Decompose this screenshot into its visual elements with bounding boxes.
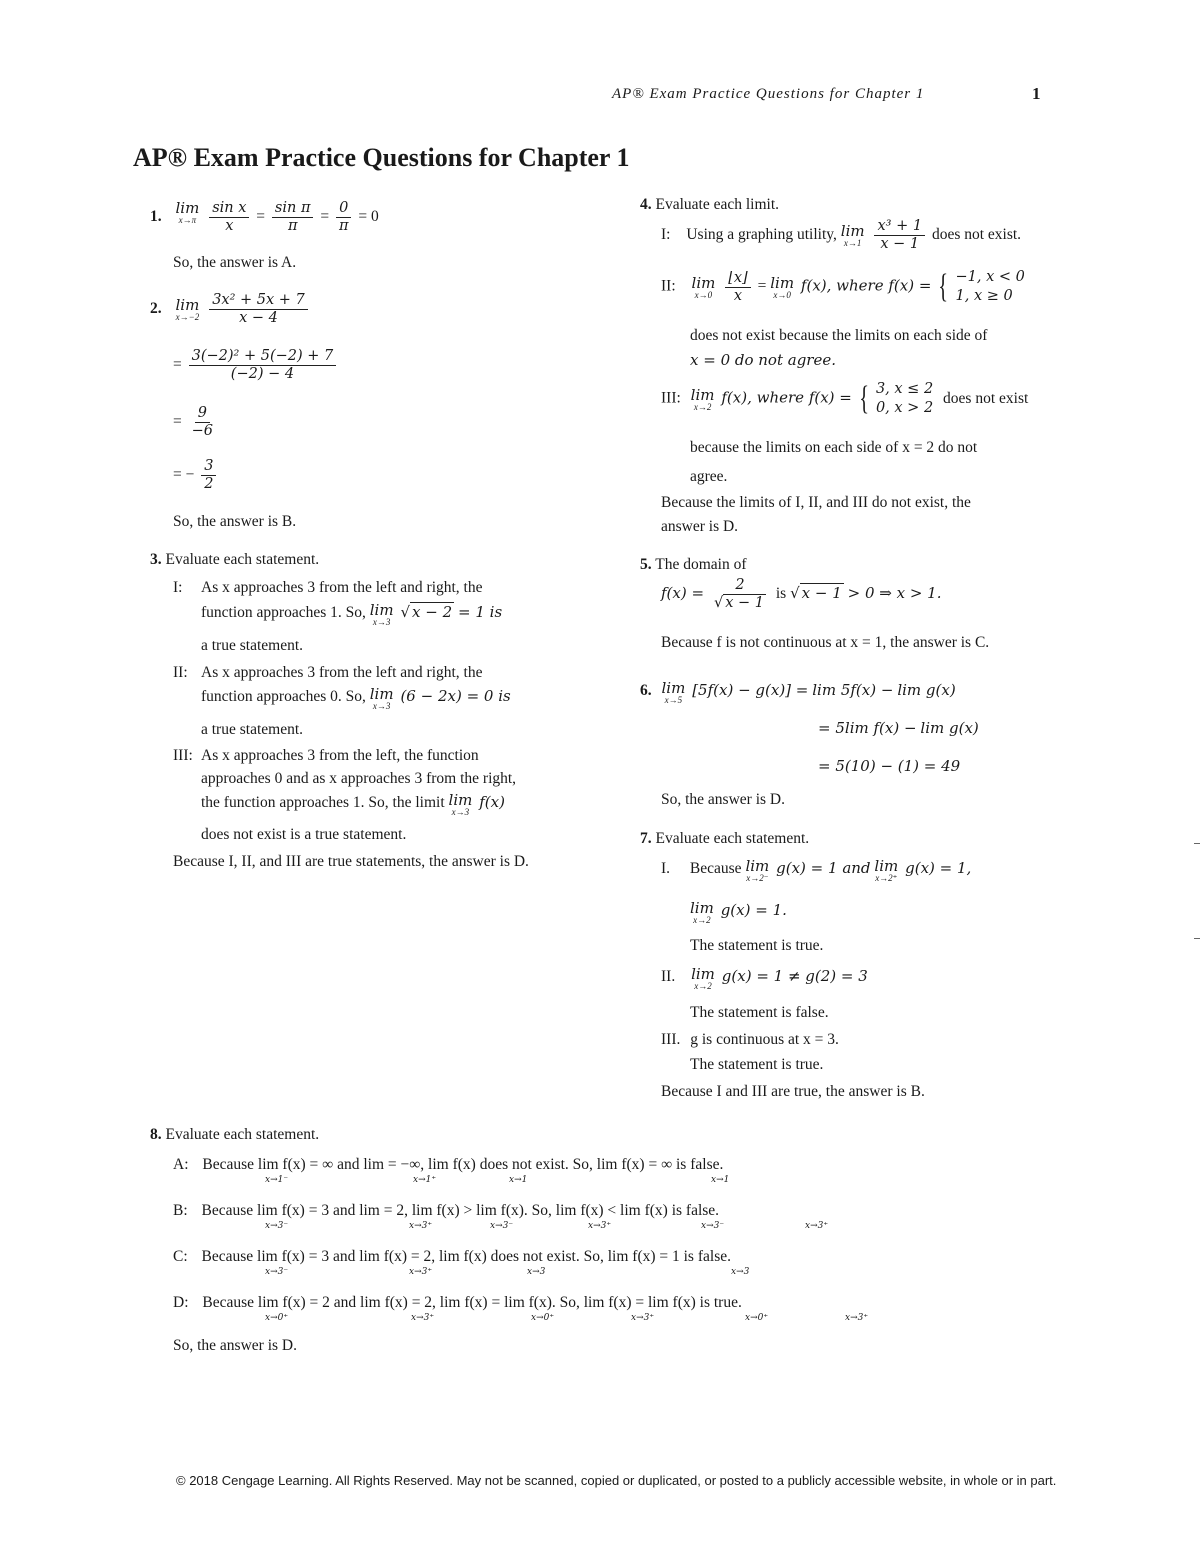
page-title: AP® Exam Practice Questions for Chapter 1: [133, 143, 630, 172]
expr: lim g(x): [897, 681, 956, 699]
text: function approaches 0. So,: [201, 688, 366, 705]
q4-iii: [661, 380, 1028, 418]
label: I:: [661, 226, 671, 244]
lim-label: lim: [691, 273, 716, 292]
case-2: 0, x > 2: [875, 400, 934, 416]
q3-iii-line2: approaches 0 and as x approaches 3 from the right,: [201, 770, 517, 787]
q3-iii-line4: does not exist is a true statement.: [201, 826, 407, 843]
question-number: 6.: [640, 682, 652, 699]
lim-sub: x→0⁺: [265, 1313, 289, 1323]
left-brace: {: [938, 268, 949, 305]
label: C:: [173, 1248, 188, 1265]
lim-sub: x→0: [773, 289, 791, 300]
q6-step-2: [818, 718, 979, 739]
q3-ii-line2: [201, 686, 511, 711]
lim-sub: x→π: [178, 215, 197, 225]
q3-iii-label: III:: [173, 747, 193, 764]
q4-ii-line3: x = 0 do not agree.: [690, 351, 837, 369]
expr: g(x) = 1.: [720, 901, 787, 919]
fraction-den: x: [225, 218, 234, 234]
label: D:: [173, 1294, 189, 1311]
equals: =: [757, 277, 767, 295]
scan-mark: [1194, 938, 1200, 939]
fraction-num: 3x² + 5x + 7: [209, 292, 308, 310]
fraction-den: x − 1: [725, 595, 764, 611]
fraction-num: 3: [201, 458, 216, 476]
lim-label: lim: [745, 857, 770, 875]
question-number: 5.: [640, 556, 652, 573]
text: is: [775, 585, 787, 603]
lim-sub: x→0⁺: [531, 1313, 555, 1323]
equals: =: [320, 208, 330, 226]
page-number: 1: [1032, 84, 1041, 103]
case-2: 1, x ≥ 0: [955, 288, 1013, 304]
q8-a: [173, 1155, 723, 1175]
lim-label: lim: [369, 601, 394, 619]
expr: lim f(x) −: [844, 719, 917, 737]
question-5-intro: [640, 555, 747, 575]
lim-sub: x→3⁺: [845, 1313, 869, 1323]
case-1: −1, x < 0: [955, 269, 1025, 285]
intro-text: The domain of: [655, 556, 747, 573]
fraction-den: π: [338, 218, 349, 234]
question-number: 8.: [150, 1126, 162, 1143]
text: Because: [689, 860, 742, 877]
lim-label: lim: [691, 965, 715, 983]
q7-conclusion: Because I and III are true, the answer is B.: [661, 1083, 925, 1100]
lim-label: lim: [840, 222, 865, 240]
lim-sub: x→−2: [175, 312, 200, 322]
question-7-intro: [640, 829, 809, 849]
statement: Because lim f(x) = 3 and lim f(x) = 2, lim f(x) does not exist. So, lim f(x) = 1 is false.: [201, 1248, 731, 1265]
expr: lim 5f(x) −: [812, 681, 894, 699]
lim-label: lim: [874, 857, 899, 875]
intro-text: Evaluate each limit.: [655, 196, 780, 213]
q8-answer: So, the answer is D.: [173, 1337, 297, 1354]
question-number: 2.: [150, 300, 162, 318]
intro-text: Evaluate each statement.: [165, 1126, 320, 1143]
fraction-num: sin x: [209, 200, 249, 218]
fraction-den: 2: [204, 476, 214, 492]
q8-c: [173, 1247, 731, 1267]
q7-ii: [661, 966, 868, 991]
intro-text: Evaluate each statement.: [655, 830, 810, 847]
equals: =: [173, 413, 182, 431]
statement: Because lim f(x) = ∞ and lim = −∞, lim f(x) does not exist. So, lim f(x) = ∞ is false.: [202, 1156, 724, 1173]
expr: > 0 ⇒ x > 1.: [847, 584, 942, 603]
q4-ii: [661, 268, 1025, 306]
lim-sub: x→1: [711, 1175, 730, 1185]
expr: f(x): [479, 793, 505, 811]
fraction-den: −6: [191, 423, 213, 439]
question-1: [150, 200, 379, 235]
lim-sub: x→1: [843, 238, 862, 248]
q3-i-label: I:: [173, 579, 183, 596]
q3-ii-line1: As x approaches 3 from the left and right, the: [201, 664, 483, 681]
expr: g(x) = 1 ≠ g(2) = 3: [721, 967, 868, 985]
intro-text: Evaluate each statement.: [165, 551, 320, 568]
question-2: [150, 292, 311, 327]
label: II:: [661, 277, 676, 295]
case-1: 3, x ≤ 2: [875, 381, 934, 397]
q7-i-verdict: The statement is true.: [690, 937, 824, 954]
statement: Because lim f(x) = 3 and lim = 2, lim f(x) > lim f(x). So, lim f(x) < lim f(x) is false.: [201, 1202, 720, 1219]
q3-ii-line3: a true statement.: [201, 721, 303, 738]
lim-label: lim: [448, 791, 473, 809]
q4-iii-line3: agree.: [690, 468, 728, 485]
lim-sub: x→1⁺: [413, 1175, 437, 1185]
label: B:: [173, 1202, 188, 1219]
lim-sub: x→3⁺: [409, 1267, 433, 1277]
question-6: [640, 680, 956, 705]
lim-sub: x→0⁺: [745, 1313, 769, 1323]
lim-sub: x→0: [694, 289, 713, 300]
lim-sub: x→3: [372, 617, 391, 627]
lim-sub: x→1⁻: [265, 1175, 289, 1185]
q7-ii-verdict: The statement is false.: [690, 1004, 829, 1021]
q2-step-3: [173, 458, 219, 493]
running-header: AP® Exam Practice Questions for Chapter 1: [612, 86, 925, 102]
q7-iii-verdict: The statement is true.: [690, 1056, 824, 1073]
label: III.: [661, 1031, 681, 1048]
q7-i-line2: [690, 900, 787, 925]
question-number: 3.: [150, 551, 162, 568]
q7-i: [661, 858, 971, 883]
q4-ii-line2: does not exist because the limits on each side of: [690, 327, 988, 344]
fraction-den: (−2) − 4: [230, 366, 295, 382]
question-number: 4.: [640, 196, 652, 213]
equals-negative: = −: [173, 466, 195, 484]
equals: =: [173, 356, 182, 374]
fraction-num: x³ + 1: [874, 218, 925, 236]
text: the function approaches 1. So, the limit: [201, 794, 445, 811]
lim-sub: x→2⁻: [746, 873, 769, 883]
lim-label: lim: [690, 899, 714, 917]
lim-sub: x→2: [694, 981, 712, 991]
result: = 0: [358, 208, 379, 226]
expr: [5f(x) − g(x)] =: [692, 681, 809, 699]
q3-iii-line1: As x approaches 3 from the left, the function: [201, 747, 479, 764]
expr: f(x), where f(x) =: [800, 276, 932, 295]
text: = 1 is: [458, 603, 503, 621]
equals: =: [256, 208, 266, 226]
text: g is continuous at x = 3.: [690, 1031, 839, 1048]
question-4-intro: [640, 195, 779, 215]
question-number: 7.: [640, 830, 652, 847]
fraction-den: x: [733, 287, 743, 304]
fraction-den: x − 4: [239, 310, 278, 326]
q5-expression: f(x) = $\frac{2}{√ x - 1}$ is √ x − 1 > 0 ⇒ x > 1.: [661, 577, 942, 611]
expr: g(x) = 1,: [905, 859, 972, 877]
statement: Because lim f(x) = 2 and lim f(x) = 2, lim f(x) = lim f(x). So, lim f(x) = lim f(x) is true.: [202, 1294, 742, 1311]
text: does not exist.: [931, 226, 1022, 244]
lim-label: lim: [175, 296, 200, 314]
q1-answer: So, the answer is A.: [173, 254, 297, 271]
sqrt-expr: x − 1: [801, 584, 842, 603]
lim-label: lim: [661, 679, 686, 697]
scan-mark: [1194, 843, 1200, 844]
lim-sub: x→3⁻: [701, 1221, 725, 1231]
lim-sub: x→3⁺: [588, 1221, 612, 1231]
lim-sub: x→3: [451, 807, 470, 817]
q4-iii-line2: because the limits on each side of x = 2 do not: [690, 439, 978, 456]
lim-sub: x→3⁺: [631, 1313, 655, 1323]
lim-sub: x→3⁻: [265, 1267, 289, 1277]
q2-answer: So, the answer is B.: [173, 513, 297, 530]
fraction-num: 0: [336, 200, 351, 218]
expr: f(x), where f(x) =: [721, 388, 852, 407]
fraction-num: 9: [195, 405, 210, 423]
q4-conclusion-2: answer is D.: [661, 518, 739, 535]
copyright-footer: © 2018 Cengage Learning. All Rights Reserved. May not be scanned, copied or duplicated, or posted to a publicly accessible website, in whole or in part.: [176, 1473, 1057, 1488]
expr: lim g(x): [920, 719, 979, 737]
lim-sub: x→2: [693, 401, 712, 412]
fraction-num: 3(−2)² + 5(−2) + 7: [189, 348, 337, 366]
fraction-num: ⌊x⌋: [725, 270, 751, 288]
q2-step-1: [173, 348, 339, 383]
q6-step-3: = 5(10) − (1) = 49: [818, 757, 961, 775]
expr: g(x) = 1 and: [776, 859, 871, 877]
label: II.: [661, 968, 676, 985]
lim-sub: x→3: [527, 1267, 546, 1277]
text: function approaches 1. So,: [201, 604, 366, 621]
q3-i-line3: a true statement.: [201, 637, 303, 654]
q5-conclusion: Because f is not continuous at x = 1, the answer is C.: [661, 634, 990, 651]
lim-sub: x→2: [693, 915, 711, 925]
lim-label: lim: [690, 385, 715, 404]
label: I.: [661, 860, 671, 877]
lim-sub: x→3⁺: [411, 1313, 435, 1323]
lim-sub: x→3: [372, 701, 391, 711]
lhs: f(x) =: [661, 584, 705, 603]
text: does not exist: [943, 389, 1029, 407]
lim-sub: x→2⁺: [875, 873, 898, 883]
q4-i: [661, 218, 1021, 253]
q6-answer: So, the answer is D.: [661, 791, 785, 808]
lim-sub: x→1: [509, 1175, 528, 1185]
lim-label: lim: [369, 685, 394, 703]
q7-iii: [661, 1030, 839, 1050]
lim-sub: x→3⁺: [805, 1221, 829, 1231]
label: III:: [661, 389, 681, 407]
expr: = 5: [818, 719, 845, 737]
q3-i-line1: As x approaches 3 from the left and right, the: [201, 579, 483, 596]
fraction-den: π: [287, 218, 298, 234]
lim-sub: x→3⁻: [265, 1221, 289, 1231]
q3-iii-line3: [201, 792, 505, 817]
text: Using a graphing utility,: [686, 226, 837, 244]
q3-i-line2: function approaches 1. So, lim x→3 √ x − 2 = 1 is: [201, 601, 503, 627]
question-8-intro: [150, 1125, 319, 1145]
q8-b: [173, 1201, 719, 1221]
q3-ii-label: II:: [173, 664, 188, 681]
fraction-num: sin π: [272, 200, 314, 218]
expr: (6 − 2x) = 0 is: [400, 687, 511, 705]
lim-sub: x→3: [731, 1267, 750, 1277]
question-3-intro: [150, 550, 319, 570]
question-number: 1.: [150, 208, 162, 226]
sqrt-expr: x − 2: [412, 603, 453, 621]
lim-sub: x→3⁻: [490, 1221, 514, 1231]
fraction-num: 2: [732, 577, 747, 595]
q2-step-2: [173, 405, 219, 440]
lim-label: lim: [175, 199, 200, 217]
lim-label: lim: [770, 273, 795, 292]
label: A:: [173, 1156, 189, 1173]
fraction-den: x − 1: [880, 236, 920, 252]
q4-conclusion-1: Because the limits of I, II, and III do not exist, the: [661, 494, 971, 511]
q3-conclusion: Because I, II, and III are true statements, the answer is D.: [173, 853, 529, 870]
lim-sub: x→3⁺: [409, 1221, 433, 1231]
lim-sub: x→5: [664, 695, 683, 705]
q8-d: [173, 1293, 742, 1313]
left-brace: {: [859, 380, 869, 417]
